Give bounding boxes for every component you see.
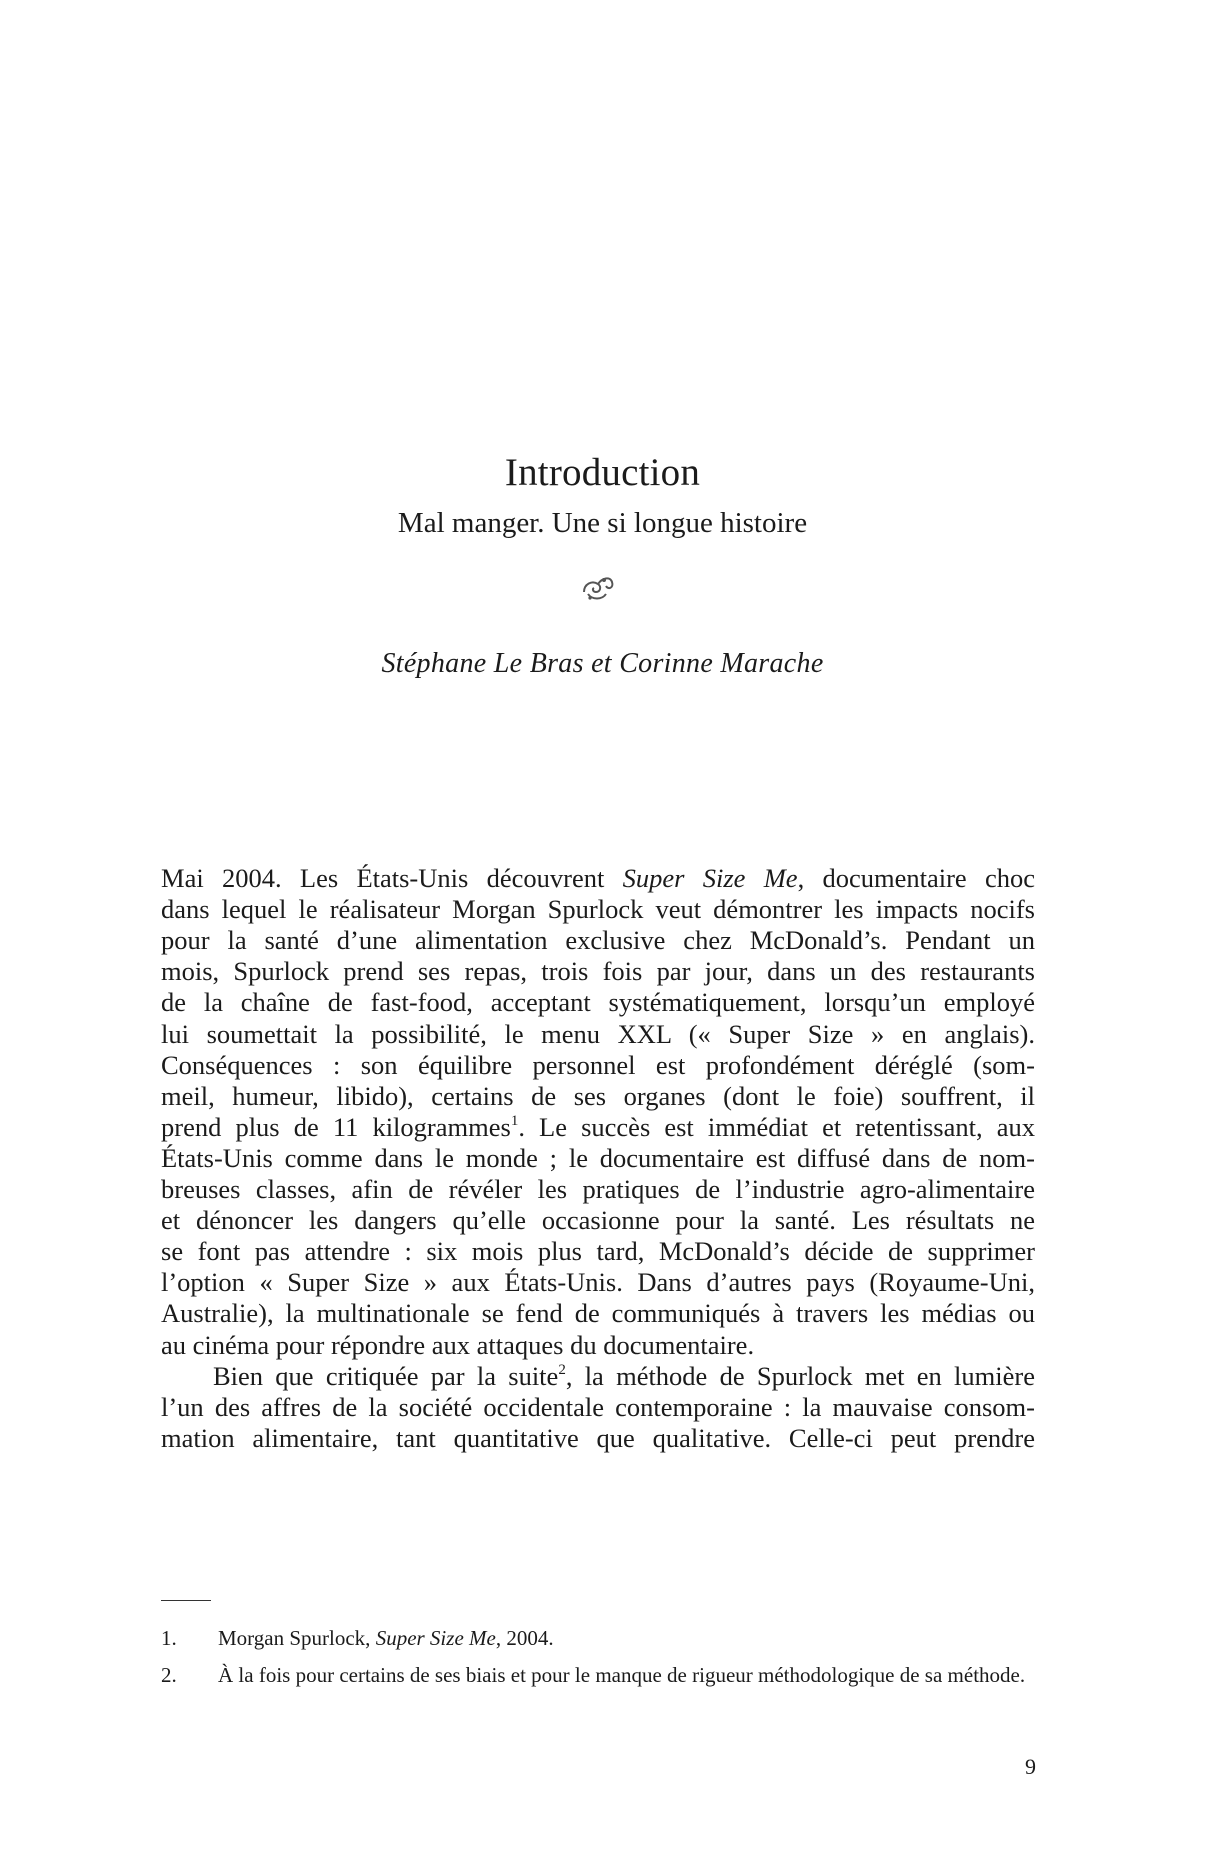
body-text-segment: dans lequel le réalisateur Morgan Spurlock veut démontrer les impacts nocifs bbox=[161, 894, 1035, 925]
chapter-subtitle: Mal manger. Une si longue histoire bbox=[397, 507, 808, 539]
footnote-reference[interactable]: 2 bbox=[558, 1361, 566, 1378]
body-text-segment: meil, humeur, libido), certains de ses organes (dont le foie) souffrent, il bbox=[161, 1080, 1035, 1111]
body-text-segment: se font pas attendre : six mois plus tard, McDonald’s décide de supprimer bbox=[161, 1236, 1035, 1267]
footnote-text-segment: Morgan Spurlock, bbox=[218, 1626, 376, 1650]
body-text-segment: , la méthode de Spurlock met en lumière bbox=[565, 1360, 1035, 1391]
body-text-segment: prend plus de 11 kilogrammes bbox=[161, 1111, 511, 1142]
footnote-separator bbox=[161, 1600, 211, 1601]
body-text-segment: et dénoncer les dangers qu’elle occasionne pour la santé. Les résultats ne bbox=[161, 1205, 1035, 1236]
body-text-segment: . Le succès est immédiat et retentissant, aux bbox=[518, 1111, 1035, 1142]
body-text-segment: breuses classes, afin de révéler les pratiques de l’industrie agro-alimentaire bbox=[161, 1174, 1035, 1204]
footnote-reference[interactable]: 1 bbox=[510, 1112, 519, 1129]
body-text-segment: mation alimentaire, tant quantitative que qualitative. Celle-ci peut prendre bbox=[161, 1422, 1035, 1453]
body-text-segment: , documentaire choc bbox=[797, 863, 1036, 893]
footnote-number: 1. bbox=[161, 1626, 177, 1650]
fleuron-ornament-icon bbox=[578, 570, 618, 604]
italic-title: Super Size Me bbox=[622, 863, 798, 893]
chapter-title: Introduction bbox=[504, 451, 701, 494]
footnote-text bbox=[218, 1660, 1035, 1690]
body-line bbox=[161, 1419, 1035, 1457]
footnote-text-segment: , 2004. bbox=[495, 1626, 554, 1650]
body-text-segment: lui soumettait la possibilité, le menu XXL (« Super Size » en anglais). bbox=[161, 1018, 1035, 1049]
footnote-number: 2. bbox=[161, 1663, 177, 1687]
page-number: 9 bbox=[1025, 1754, 1036, 1779]
body-text-segment: Australie), la multinationale se fend de communiqués à travers les médias ou bbox=[161, 1298, 1035, 1329]
body-text-segment: l’un des affres de la société occidentale contemporaine : la mauvaise consom- bbox=[161, 1391, 1035, 1422]
body-text-segment: mois, Spurlock prend ses repas, trois fois par jour, dans un des restaurants bbox=[161, 956, 1035, 987]
body-text-segment: États-Unis comme dans le monde ; le documentaire est diffusé dans de nom- bbox=[161, 1142, 1035, 1173]
body-text-segment: Mai 2004. Les États-Unis découvrent bbox=[161, 863, 623, 893]
chapter-authors: Stéphane Le Bras et Corinne Marache bbox=[381, 648, 824, 679]
body-text-segment: l’option « Super Size » aux États-Unis. Dans d’autres pays (Royaume-Uni, bbox=[161, 1267, 1035, 1298]
body-text-segment: pour la santé d’une alimentation exclusive chez McDonald’s. Pendant un bbox=[161, 925, 1035, 956]
body-text-segment: au cinéma pour répondre aux attaques du documentaire. bbox=[161, 1329, 755, 1360]
body-text-segment: Conséquences : son équilibre personnel est profondément déréglé (som- bbox=[161, 1049, 1035, 1080]
italic-title: Super Size Me bbox=[375, 1626, 496, 1650]
footnote-text-segment: À la fois pour certains de ses biais et pour le manque de rigueur méthodologique de sa méthode. bbox=[218, 1663, 1026, 1687]
body-text-segment: de la chaîne de fast-food, acceptant systématiquement, lorsqu’un employé bbox=[161, 987, 1035, 1018]
body-text-segment: Bien que critiquée par la suite bbox=[213, 1360, 559, 1391]
footnote-text bbox=[218, 1623, 1035, 1653]
